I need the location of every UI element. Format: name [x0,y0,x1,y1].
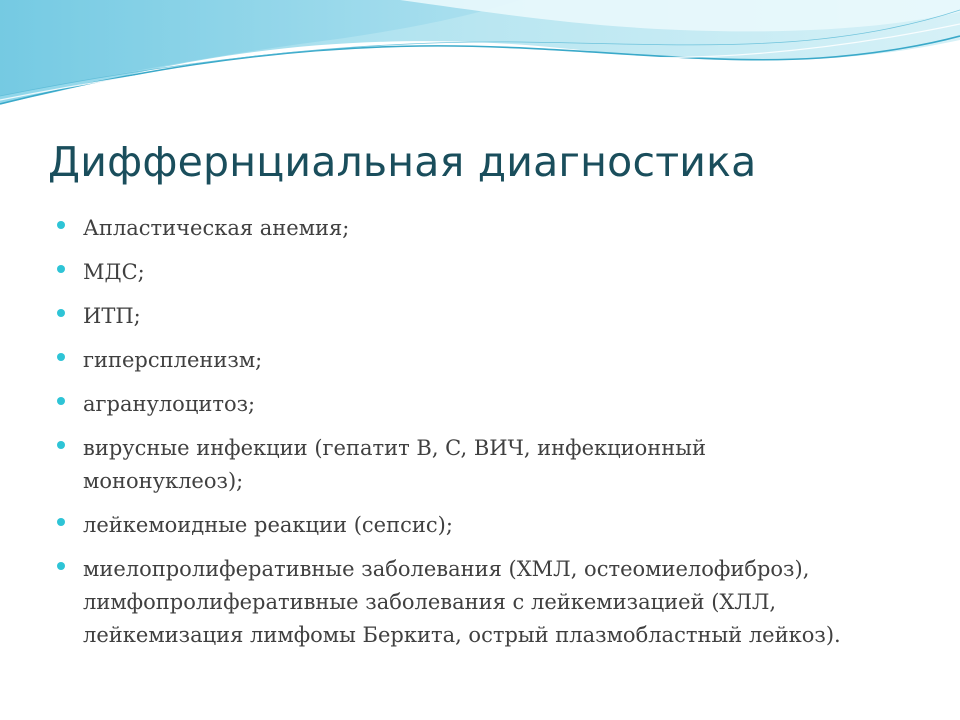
list-item-text: Апластическая анемия; [83,216,350,240]
list-item-text: агранулоцитоз; [83,392,256,416]
bullet-icon [57,221,65,229]
bullet-icon [57,441,65,449]
list-item-text: вирусные инфекции (гепатит B, C, ВИЧ, инфекционный мононуклеоз); [83,436,707,493]
list-item [57,509,847,542]
bullet-icon [57,562,65,570]
wave-header-decoration [0,0,960,120]
bullet-icon [57,518,65,526]
bullet-icon [57,309,65,317]
list-item-text: гиперспленизм; [83,348,263,372]
bullet-icon [57,353,65,361]
bullet-icon [57,397,65,405]
list-item [57,388,847,421]
list-item-text: лейкемоидные реакции (сепсис); [83,513,453,537]
list-item [57,300,847,333]
bullet-list [57,212,847,663]
slide-title: Диффернциальная диагностика [48,138,757,186]
list-item-text: миелопролиферативные заболевания (ХМЛ, остеомиелофиброз), лимфопролиферативные заболевания с лейкемизацией (ХЛЛ, лейкемизация лимфомы Беркита, острый плазмобластный лейкоз). [83,557,841,647]
list-item [57,553,847,652]
list-item [57,432,847,498]
list-item-text: МДС; [83,260,145,284]
list-item-text: ИТП; [83,304,141,328]
list-item [57,256,847,289]
bullet-icon [57,265,65,273]
list-item [57,344,847,377]
list-item [57,212,847,245]
